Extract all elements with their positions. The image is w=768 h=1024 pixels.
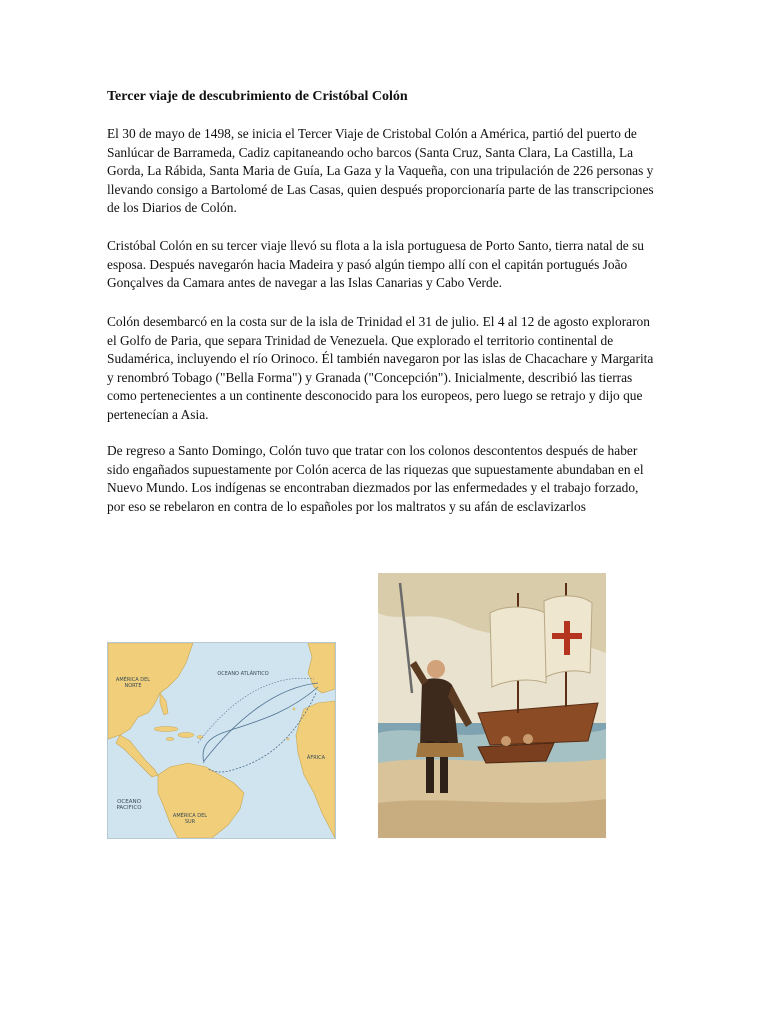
map-label-north-america: AMÉRICA DEL NORTE xyxy=(115,677,151,689)
paragraph-3: Colón desembarcó en la costa sur de la isla de Trinidad el 31 de julio. El 4 al 12 de agosto exploraron el Golfo de Paria, que separa Trinidad de Venezuela. Que explorado el territorio continental de Sudamérica, incluyendo el río Orinoco. Él también navegaron por las islas de Chacachare y Margarita y renombró Tobago ("Bella Forma") y Granada ("Concepción"). Inicialmente, describió las tierras como pertenecientes a un continente desconocido para los europeos, pero luego se retrajo y dijo que pertenecían a Asia. xyxy=(107,314,654,422)
voyage-map-image xyxy=(107,642,336,839)
map-label-south-america: AMÉRICA DEL SUR xyxy=(172,813,208,825)
map-label-africa: ÁFRICA xyxy=(306,755,326,761)
columbus-painting-drawing xyxy=(378,573,606,838)
paragraph-4: De regreso a Santo Domingo, Colón tuvo que tratar con los colonos descontentos después de haber sido engañados supuestamente por Colón acerca de las riquezas que supuestamente abundaban en el Nuevo Mundo. Los indígenas se encontraban diezmados por las enfermedades y el trabajo forzado, por eso se rebelaron en contra de lo españoles por los maltratos y su afán de esclavizarlos xyxy=(107,443,644,514)
columbus-painting-image xyxy=(378,573,606,838)
map-label-atlantic: OCEANO ATLÁNTICO xyxy=(217,671,269,677)
paragraph-1: El 30 de mayo de 1498, se inicia el Tercer Viaje de Cristobal Colón a América, partió del puerto de Sanlúcar de Barrameda, Cadiz capitaneando ocho barcos (Santa Cruz, Santa Clara, La Castilla, La Gorda, La Rábida, Santa Maria de Guía, La Gaza y la Vaqueña, con una tripulación de 226 personas y llevando consigo a Bartolomé de Las Casas, quien después proporcionaría parte de las transcripciones de los Diarios de Colón. xyxy=(107,126,654,216)
paragraph-2: Cristóbal Colón en su tercer viaje llevó su flota a la isla portuguesa de Porto Santo, tierra natal de su esposa. Después navegarón hacia Madeira y pasó algún tiempo allí con el capitán portugués João Gonçalves da Camara antes de navegar a las Islas Canarias y Cabo Verde. xyxy=(107,238,644,291)
document-title: Tercer viaje de descubrimiento de Cristóbal Colón xyxy=(107,89,408,104)
map-label-pacific: OCEANO PACIFICO xyxy=(116,799,142,811)
